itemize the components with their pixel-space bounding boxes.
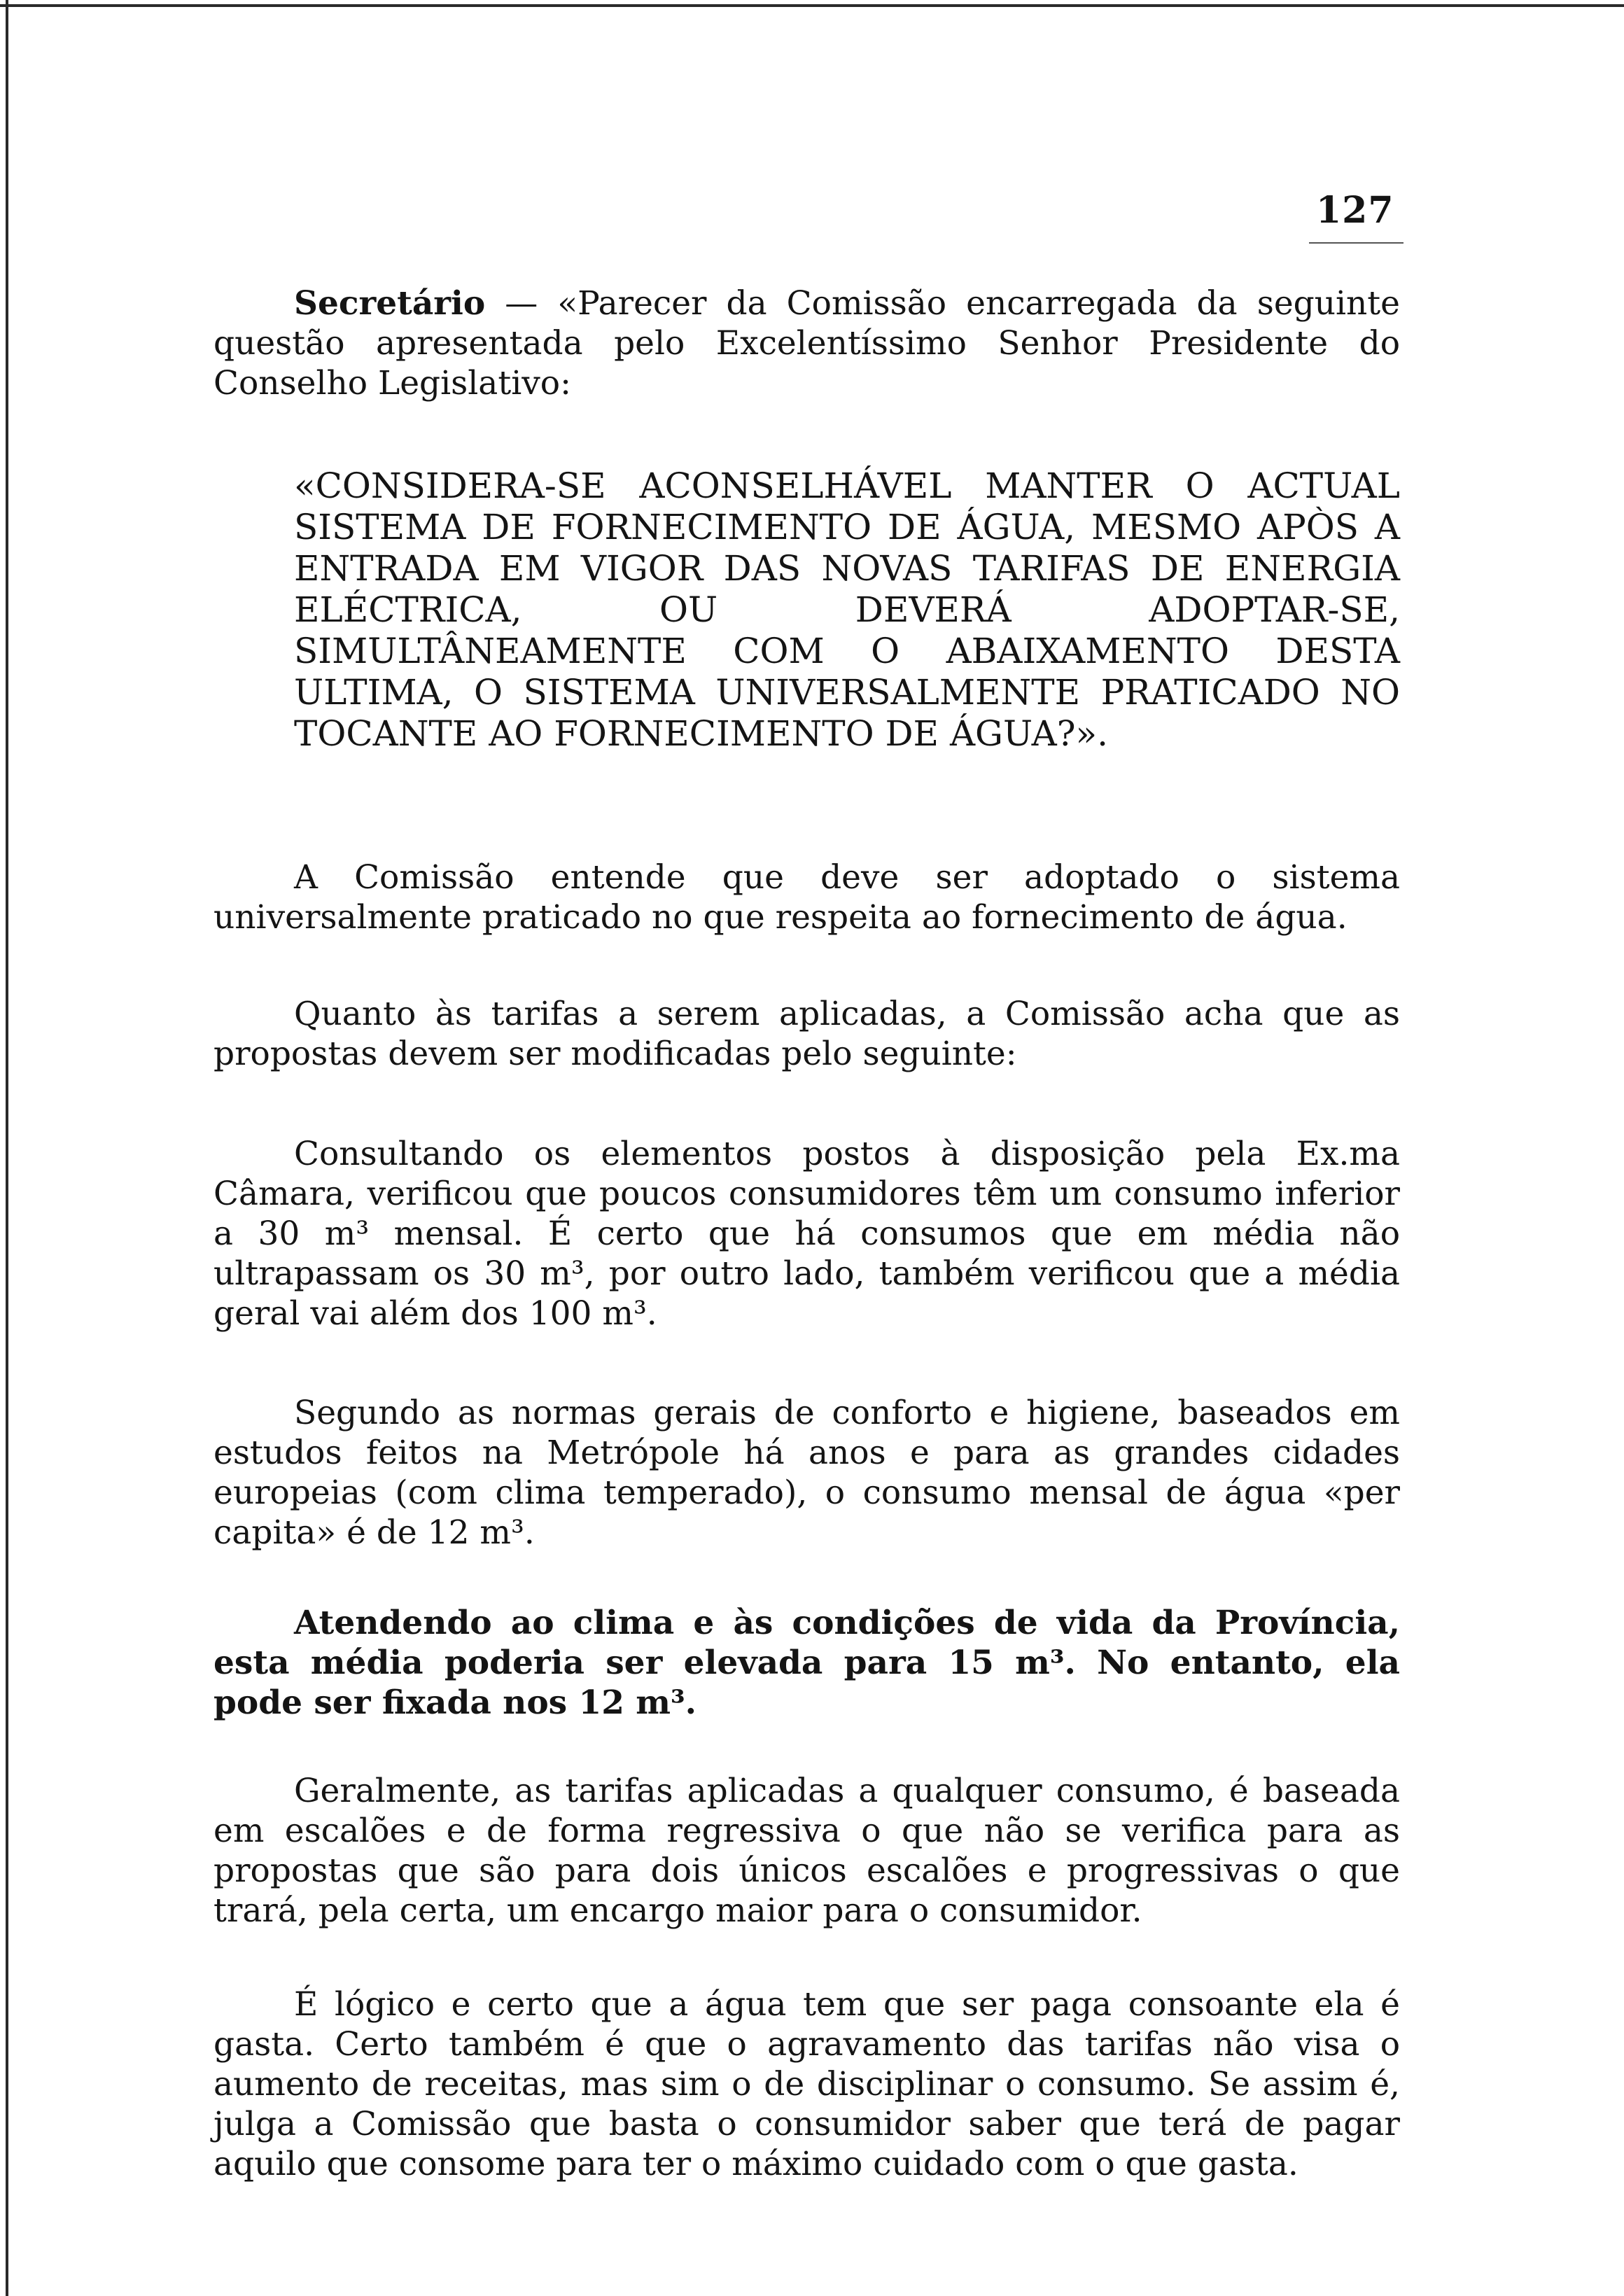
paragraph-5: Atendendo ao clima e às condições de vida da Província, esta média poderia ser elevada para 15 m³. No entanto, ela pode ser fixada nos 12 m³. [214,1604,1400,1722]
intro-paragraph [214,284,1400,403]
scan-edge-left [6,0,8,2296]
intro-text: — «Parecer da Comissão encarregada da seguinte questão apresentada pelo Excelentíssimo Senhor Presidente do Conselho Legislativo: [214,284,1400,402]
paragraph-4: Segundo as normas gerais de conforto e higiene, baseados em estudos feitos na Metrópole há anos e para as grandes cidades europeias (com clima temperado), o consumo mensal de água «per capita» é de 12 m³. [214,1394,1400,1552]
page-number-rule [1309,242,1404,244]
paragraph-1: A Comissão entende que deve ser adoptado o sistema universalmente praticado no que respeita ao fornecimento de água. [214,858,1400,937]
question-block: «CONSIDERA-SE ACONSELHÁVEL MANTER O ACTUAL SISTEMA DE FORNECIMENTO DE ÁGUA, MESMO APÒS A ENTRADA EM VIGOR DAS NOVAS TARIFAS DE ENERGIA ELÉCTRICA, OU DEVERÁ ADOPTAR-SE, SIMULTÂNEAMENTE COM O ABAIXAMENTO DESTA ULTIMA, O SISTEMA UNIVERSALMENTE PRATICADO NO TOCANTE AO FORNECIMENTO DE ÁGUA?». [294,465,1400,754]
paragraph-7: É lógico e certo que a água tem que ser paga consoante ela é gasta. Certo também é que o agravamento das tarifas não visa o aumento de receitas, mas sim o de disciplinar o consumo. Se assim é, julga a Comissão que basta o consumidor saber que terá de pagar aquilo que consome para ter o máximo cuidado com o que gasta. [214,1985,1400,2183]
paragraph-6: Geralmente, as tarifas aplicadas a qualquer consumo, é baseada em escalões e de forma regressiva o que não se verifica para as propostas que são para dois únicos escalões e progressivas o que trará, pela certa, um encargo maior para o consumidor. [214,1772,1400,1930]
paragraph-3: Consultando os elementos postos à disposição pela Ex.ma Câmara, verificou que poucos consumidores têm um consumo inferior a 30 m³ mensal. É certo que há consumos que em média não ultrapassam os 30 m³, por outro lado, também verificou que a média geral vai além dos 100 m³. [214,1135,1400,1333]
paragraph-2: Quanto às tarifas a serem aplicadas, a Comissão acha que as propostas devem ser modificadas pelo seguinte: [214,995,1400,1073]
scan-edge-top [0,4,1624,7]
speaker-label: Secretário [294,284,486,323]
page-number: 127 [1316,189,1394,232]
